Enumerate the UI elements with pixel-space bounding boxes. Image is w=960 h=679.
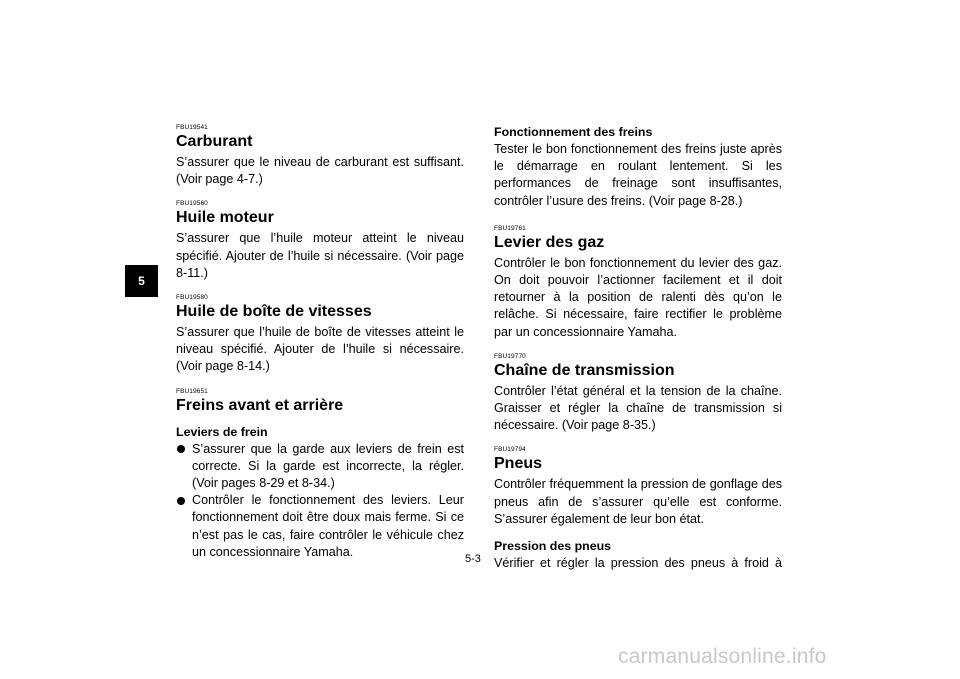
bullet-dot-icon	[177, 497, 185, 505]
section-text: S’assurer que l’huile de boîte de vitesses atteint le niveau spécifié. Ajouter de l’huile si nécessaire. (Voir page 8-14.)	[176, 325, 464, 374]
section-code: FBU19560	[176, 200, 208, 208]
section-title: Pneus	[494, 455, 543, 473]
section-text: Contrôler l’état général et la tension de la chaîne. Graisser et régler la chaîne de transmission si nécessaire. (Voir page 8-35.)	[494, 383, 782, 433]
section-text: Tester le bon fonctionnement des freins juste après le démarrage en roulant lentement. Si les performances de freinage sont insuffisantes, contrôler l’usure des freins. (Voir page 8-28.)	[494, 142, 782, 208]
subheading-leviers: Leviers de frein	[176, 424, 268, 439]
chapter-tab: 5	[125, 265, 158, 297]
section-code: FBU19761	[494, 224, 526, 232]
section-chaine	[494, 353, 782, 435]
subheading-fonctionnement: Fonctionnement des freins	[494, 125, 653, 139]
section-freins	[176, 388, 464, 561]
section-subtext: Vérifier et régler la pression des pneus à froid à	[494, 556, 782, 571]
left-column	[176, 124, 464, 573]
section-huile-boite	[176, 294, 464, 376]
section-text: Contrôler fréquemment la pression de gonflage des pneus afin de s’assurer qu’elle est conforme. S’assurer également de leur bon état.	[494, 477, 782, 526]
section-pneus	[494, 446, 782, 572]
section-code: FBU19794	[494, 446, 526, 454]
right-column	[494, 124, 782, 584]
watermark: carmanualsonline.info	[618, 645, 827, 668]
bullet-text: S’assurer que la garde aux leviers de frein est correcte. Si la garde est incorrecte, la régler. (Voir pages 8-29 et 8-34.)	[192, 441, 464, 491]
section-title: Freins avant et arrière	[176, 396, 344, 414]
section-title: Huile de boîte de vitesses	[176, 303, 372, 321]
section-text: S’assurer que le niveau de carburant est suffisant. (Voir page 4-7.)	[176, 155, 464, 187]
bullet-text: Contrôler le fonctionnement des leviers. Leur fonctionnement doit être doux mais ferme. Si ce n’est pas le cas, faire contrôler le véhicule chez un concessionnaire Yamaha.	[192, 493, 464, 559]
section-fonctionnement-freins	[494, 124, 782, 210]
section-carburant	[176, 124, 464, 188]
section-code: FBU19770	[494, 352, 526, 360]
section-title: Chaîne de transmission	[494, 361, 675, 379]
section-code: FBU19651	[176, 387, 208, 395]
bullet-list	[176, 441, 464, 561]
section-code: FBU19541	[176, 124, 208, 131]
section-title: Huile moteur	[176, 209, 274, 227]
section-text: S’assurer que l’huile moteur atteint le niveau spécifié. Ajouter de l’huile si nécessaire. (Voir page 8-11.)	[176, 231, 464, 280]
section-title: Carburant	[176, 133, 253, 150]
section-text: Contrôler le bon fonctionnement du levier des gaz. On doit pouvoir l’actionner facilement et il doit retourner à la position de ralenti dès qu’on le relâche. Si nécessaire, faire rectifier le problème par un concessionnaire Yamaha.	[494, 255, 782, 339]
section-huile-moteur	[176, 200, 464, 282]
section-levier-gaz	[494, 225, 782, 341]
bullet-item	[176, 492, 464, 561]
section-title: Levier des gaz	[494, 233, 605, 251]
section-code: FBU19580	[176, 294, 208, 302]
page-number: 5-3	[465, 553, 481, 565]
bullet-dot-icon	[177, 445, 185, 453]
bullet-item	[176, 441, 464, 493]
subheading-pression: Pression des pneus	[494, 539, 612, 554]
